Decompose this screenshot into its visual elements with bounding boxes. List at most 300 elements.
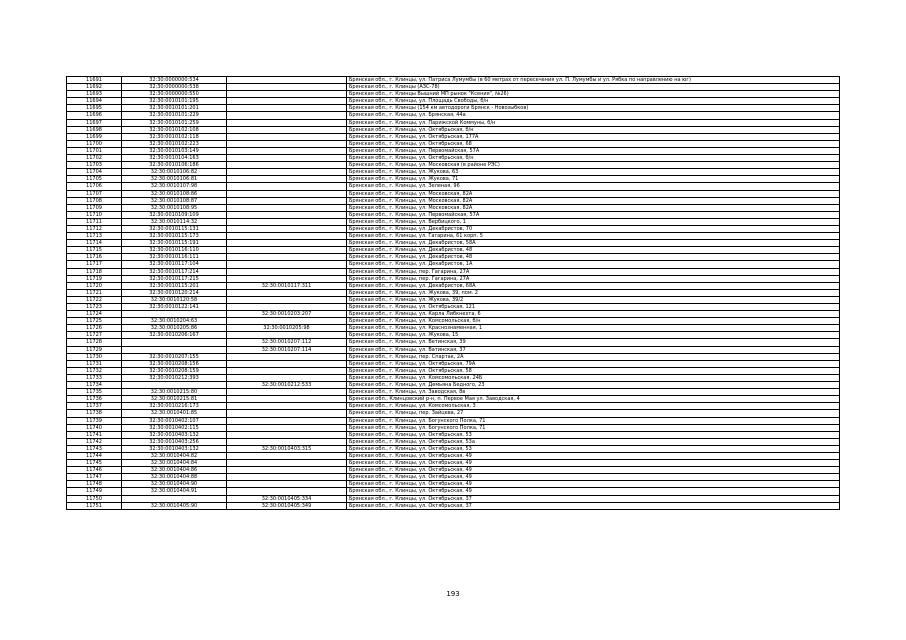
related-cadastral-number-cell bbox=[227, 254, 347, 261]
table-row bbox=[67, 474, 840, 481]
cadastral-number-cell: 32:30:0010122:141 bbox=[122, 304, 227, 311]
address-cell: Брянская обл., г. Клинцы, ул. Декабристов, 1А bbox=[347, 261, 840, 268]
related-cadastral-number-cell bbox=[227, 318, 347, 325]
row-number-cell: 11715 bbox=[67, 247, 122, 254]
table-row bbox=[67, 282, 840, 289]
related-cadastral-number-cell bbox=[227, 304, 347, 311]
cadastral-number-cell: 32:30:0010208:159 bbox=[122, 367, 227, 374]
address-cell: Брянская обл., г. Клинцы, ул. Зеленая, 96 bbox=[347, 183, 840, 190]
address-cell: Брянская обл., г. Клинцы, ул. Краснознаменная, 1 bbox=[347, 325, 840, 332]
row-number-cell: 11713 bbox=[67, 233, 122, 240]
row-number-cell: 11702 bbox=[67, 155, 122, 162]
row-number-cell: 11729 bbox=[67, 346, 122, 353]
row-number-cell: 11698 bbox=[67, 126, 122, 133]
row-number-cell: 11696 bbox=[67, 112, 122, 119]
related-cadastral-number-cell bbox=[227, 424, 347, 431]
address-cell: Брянская обл., г. Клинцы, ул. Жукова, 15 bbox=[347, 332, 840, 339]
related-cadastral-number-cell bbox=[227, 197, 347, 204]
related-cadastral-number-cell: 32:30:0010207:112 bbox=[227, 339, 347, 346]
row-number-cell: 11697 bbox=[67, 119, 122, 126]
related-cadastral-number-cell bbox=[227, 360, 347, 367]
row-number-cell: 11707 bbox=[67, 190, 122, 197]
table-row bbox=[67, 304, 840, 311]
cadastral-number-cell: 32:30:0010212:393 bbox=[122, 374, 227, 381]
cadastral-number-cell: 32:30:0010207:155 bbox=[122, 353, 227, 360]
table-row bbox=[67, 176, 840, 183]
cadastral-number-cell: 32:30:0010404:84 bbox=[122, 460, 227, 467]
related-cadastral-number-cell bbox=[227, 233, 347, 240]
address-cell: Брянская обл., г. Клинцы, ул. Московская, 82А bbox=[347, 190, 840, 197]
cadastral-number-cell: 32:30:0010403:132 bbox=[122, 445, 227, 452]
address-cell: Брянская обл., г. Клинцы, ул. Декабристов, 48 bbox=[347, 247, 840, 254]
cadastral-number-cell: 32:30:0010115:131 bbox=[122, 225, 227, 232]
related-cadastral-number-cell bbox=[227, 389, 347, 396]
cadastral-number-cell: 32:30:0010403:132 bbox=[122, 431, 227, 438]
related-cadastral-number-cell: 32:30:0010405:349 bbox=[227, 502, 347, 509]
cadastral-number-cell: 32:30:0010103:149 bbox=[122, 147, 227, 154]
table-row bbox=[67, 84, 840, 91]
table-row bbox=[67, 467, 840, 474]
cadastral-number-cell: 32:30:0010402:107 bbox=[122, 417, 227, 424]
cadastral-number-cell: 32:30:0010107:98 bbox=[122, 183, 227, 190]
address-cell: Брянская обл., г. Клинцы, ул. Московская, 82А bbox=[347, 204, 840, 211]
row-number-cell: 11706 bbox=[67, 183, 122, 190]
row-number-cell: 11745 bbox=[67, 460, 122, 467]
table-row bbox=[67, 105, 840, 112]
related-cadastral-number-cell: 32:30:0010405:334 bbox=[227, 495, 347, 502]
cadastral-number-cell: 32:30:0010101:229 bbox=[122, 112, 227, 119]
table-row bbox=[67, 197, 840, 204]
row-number-cell: 11693 bbox=[67, 91, 122, 98]
address-cell: Брянская обл., г. Клинцы, ул. Октябрьская, 49 bbox=[347, 474, 840, 481]
page-number: 193 bbox=[446, 590, 460, 598]
row-number-cell: 11742 bbox=[67, 438, 122, 445]
address-cell: Брянская обл., г. Клинцы, ул. Жукова, 39/2 bbox=[347, 296, 840, 303]
related-cadastral-number-cell bbox=[227, 98, 347, 105]
table-row bbox=[67, 460, 840, 467]
address-cell: Брянская обл., г. Клинцы, ул. Вербицкого, 1 bbox=[347, 218, 840, 225]
related-cadastral-number-cell bbox=[227, 296, 347, 303]
table-row bbox=[67, 183, 840, 190]
table-row bbox=[67, 502, 840, 509]
row-number-cell: 11751 bbox=[67, 502, 122, 509]
cadastral-number-cell: 32:30:0010208:156 bbox=[122, 360, 227, 367]
row-number-cell: 11750 bbox=[67, 495, 122, 502]
cadastral-number-cell: 32:30:0010115:173 bbox=[122, 233, 227, 240]
related-cadastral-number-cell bbox=[227, 268, 347, 275]
row-number-cell: 11746 bbox=[67, 467, 122, 474]
table-row bbox=[67, 325, 840, 332]
related-cadastral-number-cell bbox=[227, 140, 347, 147]
table-row bbox=[67, 147, 840, 154]
related-cadastral-number-cell bbox=[227, 275, 347, 282]
cadastral-number-cell: 32:30:0010101:259 bbox=[122, 119, 227, 126]
cadastral-number-cell: 32:30:0010117:215 bbox=[122, 275, 227, 282]
address-cell: Брянская обл., г. Клинцы, ул. Октябрьская, б/н bbox=[347, 155, 840, 162]
address-cell: Брянская обл., г. Клинцы, ул. Богунского Полка, 71 bbox=[347, 424, 840, 431]
address-cell: Брянская обл., г. Клинцы, пер. Гагарина, 27А bbox=[347, 275, 840, 282]
row-number-cell: 11748 bbox=[67, 481, 122, 488]
row-number-cell: 11747 bbox=[67, 474, 122, 481]
cadastral-number-cell: 32:30:0010216:173 bbox=[122, 403, 227, 410]
table-row bbox=[67, 289, 840, 296]
cadastral-number-cell: 32:30:0010404:90 bbox=[122, 481, 227, 488]
cadastral-number-cell: 32:30:0010106:186 bbox=[122, 162, 227, 169]
related-cadastral-number-cell bbox=[227, 396, 347, 403]
table-row bbox=[67, 445, 840, 452]
row-number-cell: 11691 bbox=[67, 77, 122, 84]
row-number-cell: 11701 bbox=[67, 147, 122, 154]
address-cell: Брянская обл., г. Клинцы, ул. Октябрьская, 49 bbox=[347, 460, 840, 467]
table-row bbox=[67, 417, 840, 424]
address-cell: Брянская обл., г. Клинцы, ул. Богунского Полка, 71 bbox=[347, 417, 840, 424]
address-cell: Брянская обл., г. Клинцы (154 км автодороги Брянск - Новозыбков) bbox=[347, 105, 840, 112]
row-number-cell: 11735 bbox=[67, 389, 122, 396]
row-number-cell: 11743 bbox=[67, 445, 122, 452]
table-row bbox=[67, 77, 840, 84]
cadastral-number-cell: 32:30:0010109:109 bbox=[122, 211, 227, 218]
table-row bbox=[67, 346, 840, 353]
address-cell: Брянская обл., г. Клинцы, ул. Демьяна Бедного, 23 bbox=[347, 382, 840, 389]
address-cell: Брянская обл., г. Клинцы, ул. Октябрьская, 49 bbox=[347, 467, 840, 474]
address-cell: Брянская обл., г. Клинцы, ул. Октябрьская, 49 bbox=[347, 452, 840, 459]
table-row bbox=[67, 431, 840, 438]
row-number-cell: 11725 bbox=[67, 318, 122, 325]
table-row bbox=[67, 339, 840, 346]
table-row bbox=[67, 268, 840, 275]
table-row bbox=[67, 155, 840, 162]
cadastral-number-cell: 32:30:0010215:81 bbox=[122, 396, 227, 403]
row-number-cell: 11709 bbox=[67, 204, 122, 211]
row-number-cell: 11727 bbox=[67, 332, 122, 339]
cadastral-number-cell: 32:30:0010401:85 bbox=[122, 410, 227, 417]
address-cell: Брянская обл., г. Клинцы, ул. Октябрьская, 177А bbox=[347, 133, 840, 140]
row-number-cell: 11694 bbox=[67, 98, 122, 105]
row-number-cell: 11722 bbox=[67, 296, 122, 303]
address-cell: Брянская обл., г. Клинцы, ул. Комсомольская, 24Б bbox=[347, 374, 840, 381]
related-cadastral-number-cell bbox=[227, 289, 347, 296]
related-cadastral-number-cell bbox=[227, 218, 347, 225]
row-number-cell: 11724 bbox=[67, 311, 122, 318]
table-row bbox=[67, 360, 840, 367]
cadastral-number-cell: 32:30:0010108:95 bbox=[122, 204, 227, 211]
row-number-cell: 11705 bbox=[67, 176, 122, 183]
row-number-cell: 11733 bbox=[67, 374, 122, 381]
row-number-cell: 11695 bbox=[67, 105, 122, 112]
related-cadastral-number-cell bbox=[227, 240, 347, 247]
related-cadastral-number-cell bbox=[227, 261, 347, 268]
table-row bbox=[67, 240, 840, 247]
cadastral-number-cell: 32:30:0010116:110 bbox=[122, 247, 227, 254]
related-cadastral-number-cell: 32:30:0010117:311 bbox=[227, 282, 347, 289]
related-cadastral-number-cell bbox=[227, 126, 347, 133]
cadastral-number-cell: 32:30:0010114:32 bbox=[122, 218, 227, 225]
table-row bbox=[67, 481, 840, 488]
table-row bbox=[67, 126, 840, 133]
cadastral-number-cell: 32:30:0010116:111 bbox=[122, 254, 227, 261]
related-cadastral-number-cell bbox=[227, 147, 347, 154]
row-number-cell: 11721 bbox=[67, 289, 122, 296]
table-row bbox=[67, 254, 840, 261]
cadastral-number-cell bbox=[122, 346, 227, 353]
address-cell: Брянская обл., г. Клинцы, ул. Комсомольская, 3 bbox=[347, 403, 840, 410]
table-row bbox=[67, 488, 840, 495]
row-number-cell: 11716 bbox=[67, 254, 122, 261]
table-row bbox=[67, 495, 840, 502]
address-cell: Брянская обл., г. Клинцы, ул. Гагарина, 61 корп. 5 bbox=[347, 233, 840, 240]
cadastral-number-cell: 32:30:0010404:91 bbox=[122, 488, 227, 495]
related-cadastral-number-cell bbox=[227, 374, 347, 381]
related-cadastral-number-cell bbox=[227, 460, 347, 467]
cadastral-number-cell: 32:30:0000000:534 bbox=[122, 77, 227, 84]
address-cell: Брянская обл., г. Клинцы, ул. Октябрьская, 58 bbox=[347, 367, 840, 374]
cadastral-number-cell: 32:30:0010404:88 bbox=[122, 474, 227, 481]
related-cadastral-number-cell bbox=[227, 474, 347, 481]
cadastral-number-cell: 32:30:0010101:201 bbox=[122, 105, 227, 112]
related-cadastral-number-cell bbox=[227, 176, 347, 183]
related-cadastral-number-cell bbox=[227, 162, 347, 169]
related-cadastral-number-cell bbox=[227, 84, 347, 91]
cadastral-number-cell bbox=[122, 339, 227, 346]
address-cell: Брянская обл., г. Клинцы Вышний МП рынок "Ксения", №26) bbox=[347, 91, 840, 98]
address-cell: Брянская обл., г. Клинцы, ул. Декабристов, 48 bbox=[347, 254, 840, 261]
cadastral-number-cell: 32:30:0010102:118 bbox=[122, 133, 227, 140]
row-number-cell: 11749 bbox=[67, 488, 122, 495]
row-number-cell: 11739 bbox=[67, 417, 122, 424]
address-cell: Брянская обл., г. Клинцы, ул. Октябрьская, 53 bbox=[347, 431, 840, 438]
cadastral-number-cell: 32:30:0010115:191 bbox=[122, 240, 227, 247]
table-row bbox=[67, 140, 840, 147]
row-number-cell: 11744 bbox=[67, 452, 122, 459]
address-cell: Брянская обл., г. Клинцы, ул. Жукова, 39, пом. 2 bbox=[347, 289, 840, 296]
row-number-cell: 11732 bbox=[67, 367, 122, 374]
table-row bbox=[67, 112, 840, 119]
table-row bbox=[67, 389, 840, 396]
row-number-cell: 11726 bbox=[67, 325, 122, 332]
cadastral-number-cell bbox=[122, 311, 227, 318]
row-number-cell: 11731 bbox=[67, 360, 122, 367]
address-cell: Брянская обл., г. Клинцы, ул. Заводская, 8в bbox=[347, 389, 840, 396]
cadastral-number-cell: 32:30:0010204:63 bbox=[122, 318, 227, 325]
related-cadastral-number-cell bbox=[227, 438, 347, 445]
row-number-cell: 11712 bbox=[67, 225, 122, 232]
related-cadastral-number-cell bbox=[227, 353, 347, 360]
address-cell: Брянская обл., г. Клинцы, ул. Комсомольская, б/н bbox=[347, 318, 840, 325]
address-cell: Брянская обл., г. Клинцы, ул. Декабристов, 68А bbox=[347, 282, 840, 289]
register-table bbox=[66, 76, 840, 510]
table-row bbox=[67, 332, 840, 339]
table-row bbox=[67, 410, 840, 417]
row-number-cell: 11740 bbox=[67, 424, 122, 431]
cadastral-number-cell bbox=[122, 495, 227, 502]
register-table-body bbox=[67, 77, 840, 510]
address-cell: Брянская обл., г. Клинцы, ул. Декабристов, 58А bbox=[347, 240, 840, 247]
cadastral-number-cell: 32:30:0010403:256 bbox=[122, 438, 227, 445]
cadastral-number-cell: 32:30:0010402:115 bbox=[122, 424, 227, 431]
address-cell: Брянская обл., г. Клинцы, ул. Жукова, 71 bbox=[347, 176, 840, 183]
related-cadastral-number-cell bbox=[227, 119, 347, 126]
address-cell: Брянская обл., г. Клинцы, ул. Патриса Лумумбы (в 60 метрах от пересечения ул. П. Лумумбы и ул. Рябка по направлению на юг) bbox=[347, 77, 840, 84]
cadastral-number-cell: 32:30:0010404:86 bbox=[122, 467, 227, 474]
table-row bbox=[67, 204, 840, 211]
address-cell: Брянская обл., г. Клинцы, ул. Московская, 82А bbox=[347, 197, 840, 204]
row-number-cell: 11703 bbox=[67, 162, 122, 169]
table-row bbox=[67, 403, 840, 410]
row-number-cell: 11719 bbox=[67, 275, 122, 282]
related-cadastral-number-cell bbox=[227, 332, 347, 339]
table-row bbox=[67, 247, 840, 254]
related-cadastral-number-cell bbox=[227, 204, 347, 211]
cadastral-number-cell: 32:30:0010108:86 bbox=[122, 190, 227, 197]
table-row bbox=[67, 353, 840, 360]
address-cell: Брянская обл., г. Клинцы, ул. Московская (в районе РЭС) bbox=[347, 162, 840, 169]
cadastral-number-cell: 32:30:0010117:104 bbox=[122, 261, 227, 268]
address-cell: Брянская обл., г. Клинцы, ул. Первомайская, 57А bbox=[347, 147, 840, 154]
related-cadastral-number-cell bbox=[227, 403, 347, 410]
address-cell: Брянская обл., г. Клинцы, пер. Спартак, 2А bbox=[347, 353, 840, 360]
address-cell: Брянская обл., Клинцовский р-н, п. Первое Мая ул. Заводская, 4 bbox=[347, 396, 840, 403]
cadastral-number-cell: 32:30:0010205:86 bbox=[122, 325, 227, 332]
table-row bbox=[67, 119, 840, 126]
table-row bbox=[67, 225, 840, 232]
address-cell: Брянская обл., г. Клинцы, ул. Жукова, 63 bbox=[347, 169, 840, 176]
table-row bbox=[67, 98, 840, 105]
table-row bbox=[67, 424, 840, 431]
row-number-cell: 11718 bbox=[67, 268, 122, 275]
related-cadastral-number-cell bbox=[227, 105, 347, 112]
address-cell: Брянская обл., г. Клинцы (АЗС-78) bbox=[347, 84, 840, 91]
address-cell: Брянская обл., г. Клинцы, ул. Октябрьская, 121 bbox=[347, 304, 840, 311]
address-cell: Брянская обл., г. Клинцы, ул. Парижской Коммуны, б/н bbox=[347, 119, 840, 126]
related-cadastral-number-cell bbox=[227, 211, 347, 218]
table-row bbox=[67, 169, 840, 176]
related-cadastral-number-cell bbox=[227, 112, 347, 119]
table-row bbox=[67, 438, 840, 445]
row-number-cell: 11699 bbox=[67, 133, 122, 140]
table-row bbox=[67, 133, 840, 140]
row-number-cell: 11700 bbox=[67, 140, 122, 147]
address-cell: Брянская обл., г. Клинцы, пер. Зайцева, 27 bbox=[347, 410, 840, 417]
table-row bbox=[67, 233, 840, 240]
row-number-cell: 11710 bbox=[67, 211, 122, 218]
related-cadastral-number-cell: 32:30:0010403:315 bbox=[227, 445, 347, 452]
related-cadastral-number-cell bbox=[227, 247, 347, 254]
cadastral-number-cell: 32:30:0010104:163 bbox=[122, 155, 227, 162]
cadastral-number-cell: 32:30:0010405:90 bbox=[122, 502, 227, 509]
cadastral-number-cell: 32:30:0010106:82 bbox=[122, 169, 227, 176]
address-cell: Брянская обл., г. Клинцы, пер. Гагарина, 27А bbox=[347, 268, 840, 275]
row-number-cell: 11717 bbox=[67, 261, 122, 268]
row-number-cell: 11728 bbox=[67, 339, 122, 346]
row-number-cell: 11723 bbox=[67, 304, 122, 311]
cadastral-number-cell: 32:30:0010102:223 bbox=[122, 140, 227, 147]
cadastral-number-cell: 32:30:0010206:167 bbox=[122, 332, 227, 339]
related-cadastral-number-cell bbox=[227, 367, 347, 374]
address-cell: Брянская обл., г. Клинцы, ул. Октябрьская, 53 bbox=[347, 445, 840, 452]
table-row bbox=[67, 396, 840, 403]
related-cadastral-number-cell bbox=[227, 77, 347, 84]
related-cadastral-number-cell bbox=[227, 190, 347, 197]
address-cell: Брянская обл., г. Клинцы, ул. Октябрьская, б/н bbox=[347, 126, 840, 133]
address-cell: Брянская обл., г. Клинцы, ул. Октябрьская, 68 bbox=[347, 140, 840, 147]
address-cell: Брянская обл., г. Клинцы, ул. Октябрьская, 49 bbox=[347, 488, 840, 495]
table-row bbox=[67, 452, 840, 459]
cadastral-number-cell: 32:30:0000000:538 bbox=[122, 84, 227, 91]
row-number-cell: 11734 bbox=[67, 382, 122, 389]
table-row bbox=[67, 311, 840, 318]
row-number-cell: 11692 bbox=[67, 84, 122, 91]
related-cadastral-number-cell bbox=[227, 169, 347, 176]
related-cadastral-number-cell bbox=[227, 467, 347, 474]
cadastral-number-cell: 32:30:0010102:108 bbox=[122, 126, 227, 133]
table-row bbox=[67, 382, 840, 389]
address-cell: Брянская обл., г. Клинцы, ул. Площадь Свободы, б/н bbox=[347, 98, 840, 105]
table-row bbox=[67, 318, 840, 325]
address-cell: Брянская обл., г. Клинцы, ул. Декабристов, 70 bbox=[347, 225, 840, 232]
table-row bbox=[67, 296, 840, 303]
row-number-cell: 11737 bbox=[67, 403, 122, 410]
cadastral-number-cell: 32:30:0010101:195 bbox=[122, 98, 227, 105]
address-cell: Брянская обл., г. Клинцы, ул. Ветинская, 39 bbox=[347, 339, 840, 346]
table-row bbox=[67, 374, 840, 381]
address-cell: Брянская обл., г. Клинцы, ул. Октябрьская, 79А bbox=[347, 360, 840, 367]
cadastral-number-cell: 32:30:0010117:214 bbox=[122, 268, 227, 275]
related-cadastral-number-cell bbox=[227, 431, 347, 438]
table-row bbox=[67, 275, 840, 282]
row-number-cell: 11736 bbox=[67, 396, 122, 403]
row-number-cell: 11711 bbox=[67, 218, 122, 225]
related-cadastral-number-cell: 32:30:0010205:98 bbox=[227, 325, 347, 332]
related-cadastral-number-cell bbox=[227, 452, 347, 459]
table-row bbox=[67, 162, 840, 169]
related-cadastral-number-cell bbox=[227, 481, 347, 488]
address-cell: Брянская обл., г. Клинцы, ул. Октябрьская, 37 bbox=[347, 502, 840, 509]
cadastral-number-cell: 32:30:0010106:81 bbox=[122, 176, 227, 183]
row-number-cell: 11730 bbox=[67, 353, 122, 360]
related-cadastral-number-cell bbox=[227, 417, 347, 424]
table-row bbox=[67, 211, 840, 218]
related-cadastral-number-cell bbox=[227, 183, 347, 190]
row-number-cell: 11704 bbox=[67, 169, 122, 176]
address-cell: Брянская обл., г. Клинцы, ул. Карла Либкнехта, 6 bbox=[347, 311, 840, 318]
cadastral-number-cell: 32:30:0010404:82 bbox=[122, 452, 227, 459]
address-cell: Брянская обл., г. Клинцы, ул. Октябрьская, 37 bbox=[347, 495, 840, 502]
related-cadastral-number-cell bbox=[227, 133, 347, 140]
related-cadastral-number-cell: 32:30:0010212:533 bbox=[227, 382, 347, 389]
address-cell: Брянская обл., г. Клинцы, ул. Октябрьская, 49 bbox=[347, 481, 840, 488]
table-row bbox=[67, 190, 840, 197]
address-cell: Брянская обл., г. Клинцы, ул. Брянская, 44а bbox=[347, 112, 840, 119]
related-cadastral-number-cell bbox=[227, 155, 347, 162]
row-number-cell: 11720 bbox=[67, 282, 122, 289]
cadastral-number-cell: 32:30:0010108:87 bbox=[122, 197, 227, 204]
address-cell: Брянская обл., г. Клинцы, ул. Октябрьская, 53а bbox=[347, 438, 840, 445]
address-cell: Брянская обл., г. Клинцы, ул. Ватинская, 37 bbox=[347, 346, 840, 353]
related-cadastral-number-cell bbox=[227, 225, 347, 232]
cadastral-number-cell: 32:30:0010120:58 bbox=[122, 296, 227, 303]
row-number-cell: 11714 bbox=[67, 240, 122, 247]
related-cadastral-number-cell: 32:30:0010203:207 bbox=[227, 311, 347, 318]
related-cadastral-number-cell: 32:30:0010207:114 bbox=[227, 346, 347, 353]
cadastral-number-cell: 32:30:0010115:201 bbox=[122, 282, 227, 289]
cadastral-number-cell: 32:30:0000000:550 bbox=[122, 91, 227, 98]
table-row bbox=[67, 218, 840, 225]
row-number-cell: 11741 bbox=[67, 431, 122, 438]
row-number-cell: 11708 bbox=[67, 197, 122, 204]
related-cadastral-number-cell bbox=[227, 91, 347, 98]
related-cadastral-number-cell bbox=[227, 410, 347, 417]
cadastral-number-cell: 32:30:0010120:214 bbox=[122, 289, 227, 296]
